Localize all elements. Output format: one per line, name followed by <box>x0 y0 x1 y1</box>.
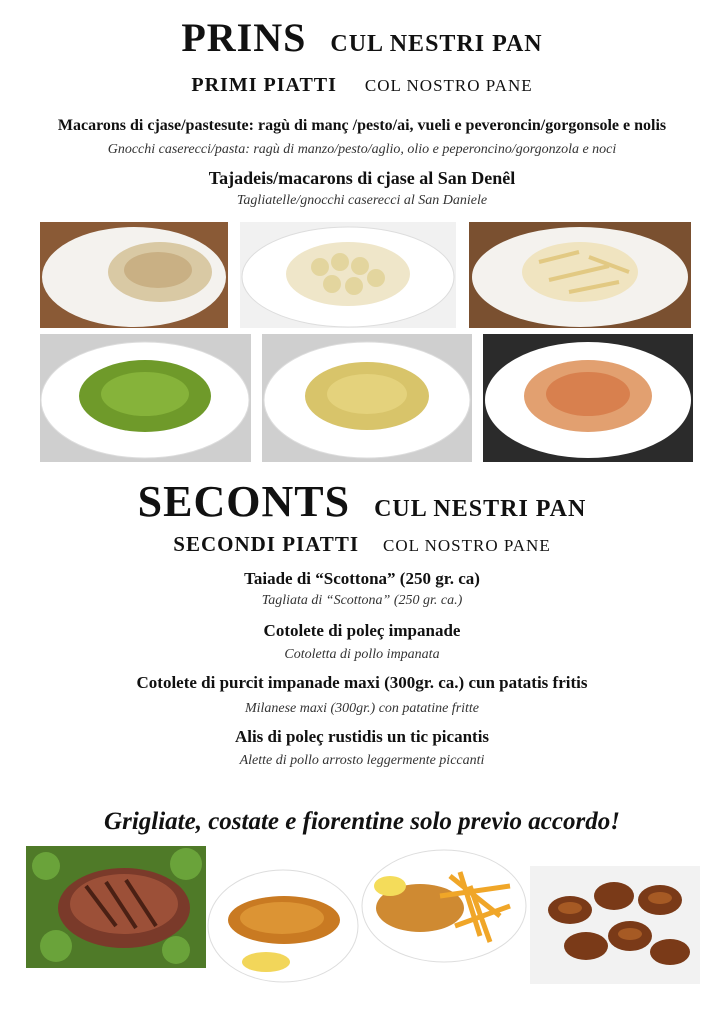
secondi-header-fur <box>0 476 724 527</box>
secondi-item-4-ita: Alette di pollo arrosto leggermente piccanti <box>239 753 485 768</box>
milanese-fries-photo <box>360 846 528 964</box>
secondi-title-ita: SECONDI PIATTI <box>173 532 359 556</box>
pesto-spaghetti-photo <box>40 334 251 462</box>
secondi-title-fur: SECONTS <box>137 477 351 526</box>
secondi-item-3-ita: Milanese maxi (300gr.) con patatine fritte <box>244 701 480 716</box>
gnocchi-photo <box>240 222 456 328</box>
secondi-item-2-ita: Cotoletta di pollo impanata <box>284 647 440 662</box>
primi-header-fur <box>0 14 724 61</box>
secondi-subtitle-fur: CUL NESTRI PAN <box>374 496 587 522</box>
secondi-item-4-fur: Alis di poleç rustidis un tic picantis <box>234 727 490 746</box>
primi-title-fur: PRINS <box>181 15 307 60</box>
chicken-wings-photo <box>530 866 700 984</box>
secondi-item-2-fur: Cotolete di poleç impanade <box>263 621 461 640</box>
arrabbiata-photo <box>483 334 693 462</box>
secondi-subtitle-ita: COL NOSTRO PANE <box>383 536 551 555</box>
steak-photo <box>26 846 206 968</box>
primi-item-2-fur: Tajadeis/macarons di cjase al San Denêl <box>208 168 516 188</box>
primi-title-ita: PRIMI PIATTI <box>191 74 337 96</box>
aglio-olio-photo <box>262 334 472 462</box>
carbonara-photo <box>40 222 228 328</box>
secondi-item-3-fur: Cotolete di purcit impanade maxi (300gr. ca.) cun patatis fritis <box>136 673 588 692</box>
primi-item-2-ita: Tagliatelle/gnocchi caserecci al San Daniele <box>236 193 488 208</box>
primi-header-ita <box>0 74 724 97</box>
secondi-item-1-fur: Taiade di “Scottona” (250 gr. ca) <box>244 569 480 588</box>
penne-photo <box>469 222 691 328</box>
grill-note: Grigliate, costate e fiorentine solo previo accordo! <box>104 808 620 835</box>
primi-item-1-ita: Gnocchi caserecci/pasta: ragù di manzo/pesto/aglio, olio e peperoncino/gorgonzola e noci <box>107 142 617 157</box>
cutlet-photo <box>206 866 360 984</box>
secondi-item-1-ita: Tagliata di “Scottona” (250 gr. ca.) <box>261 593 463 608</box>
primi-subtitle-fur: CUL NESTRI PAN <box>330 31 543 57</box>
primi-item-1-fur: Macarons di cjase/pastesute: ragù di manç /pesto/ai, vueli e peveroncin/gorgonsole e nolis <box>57 117 667 134</box>
primi-subtitle-ita: COL NOSTRO PANE <box>364 76 533 95</box>
secondi-header-ita <box>0 532 724 557</box>
